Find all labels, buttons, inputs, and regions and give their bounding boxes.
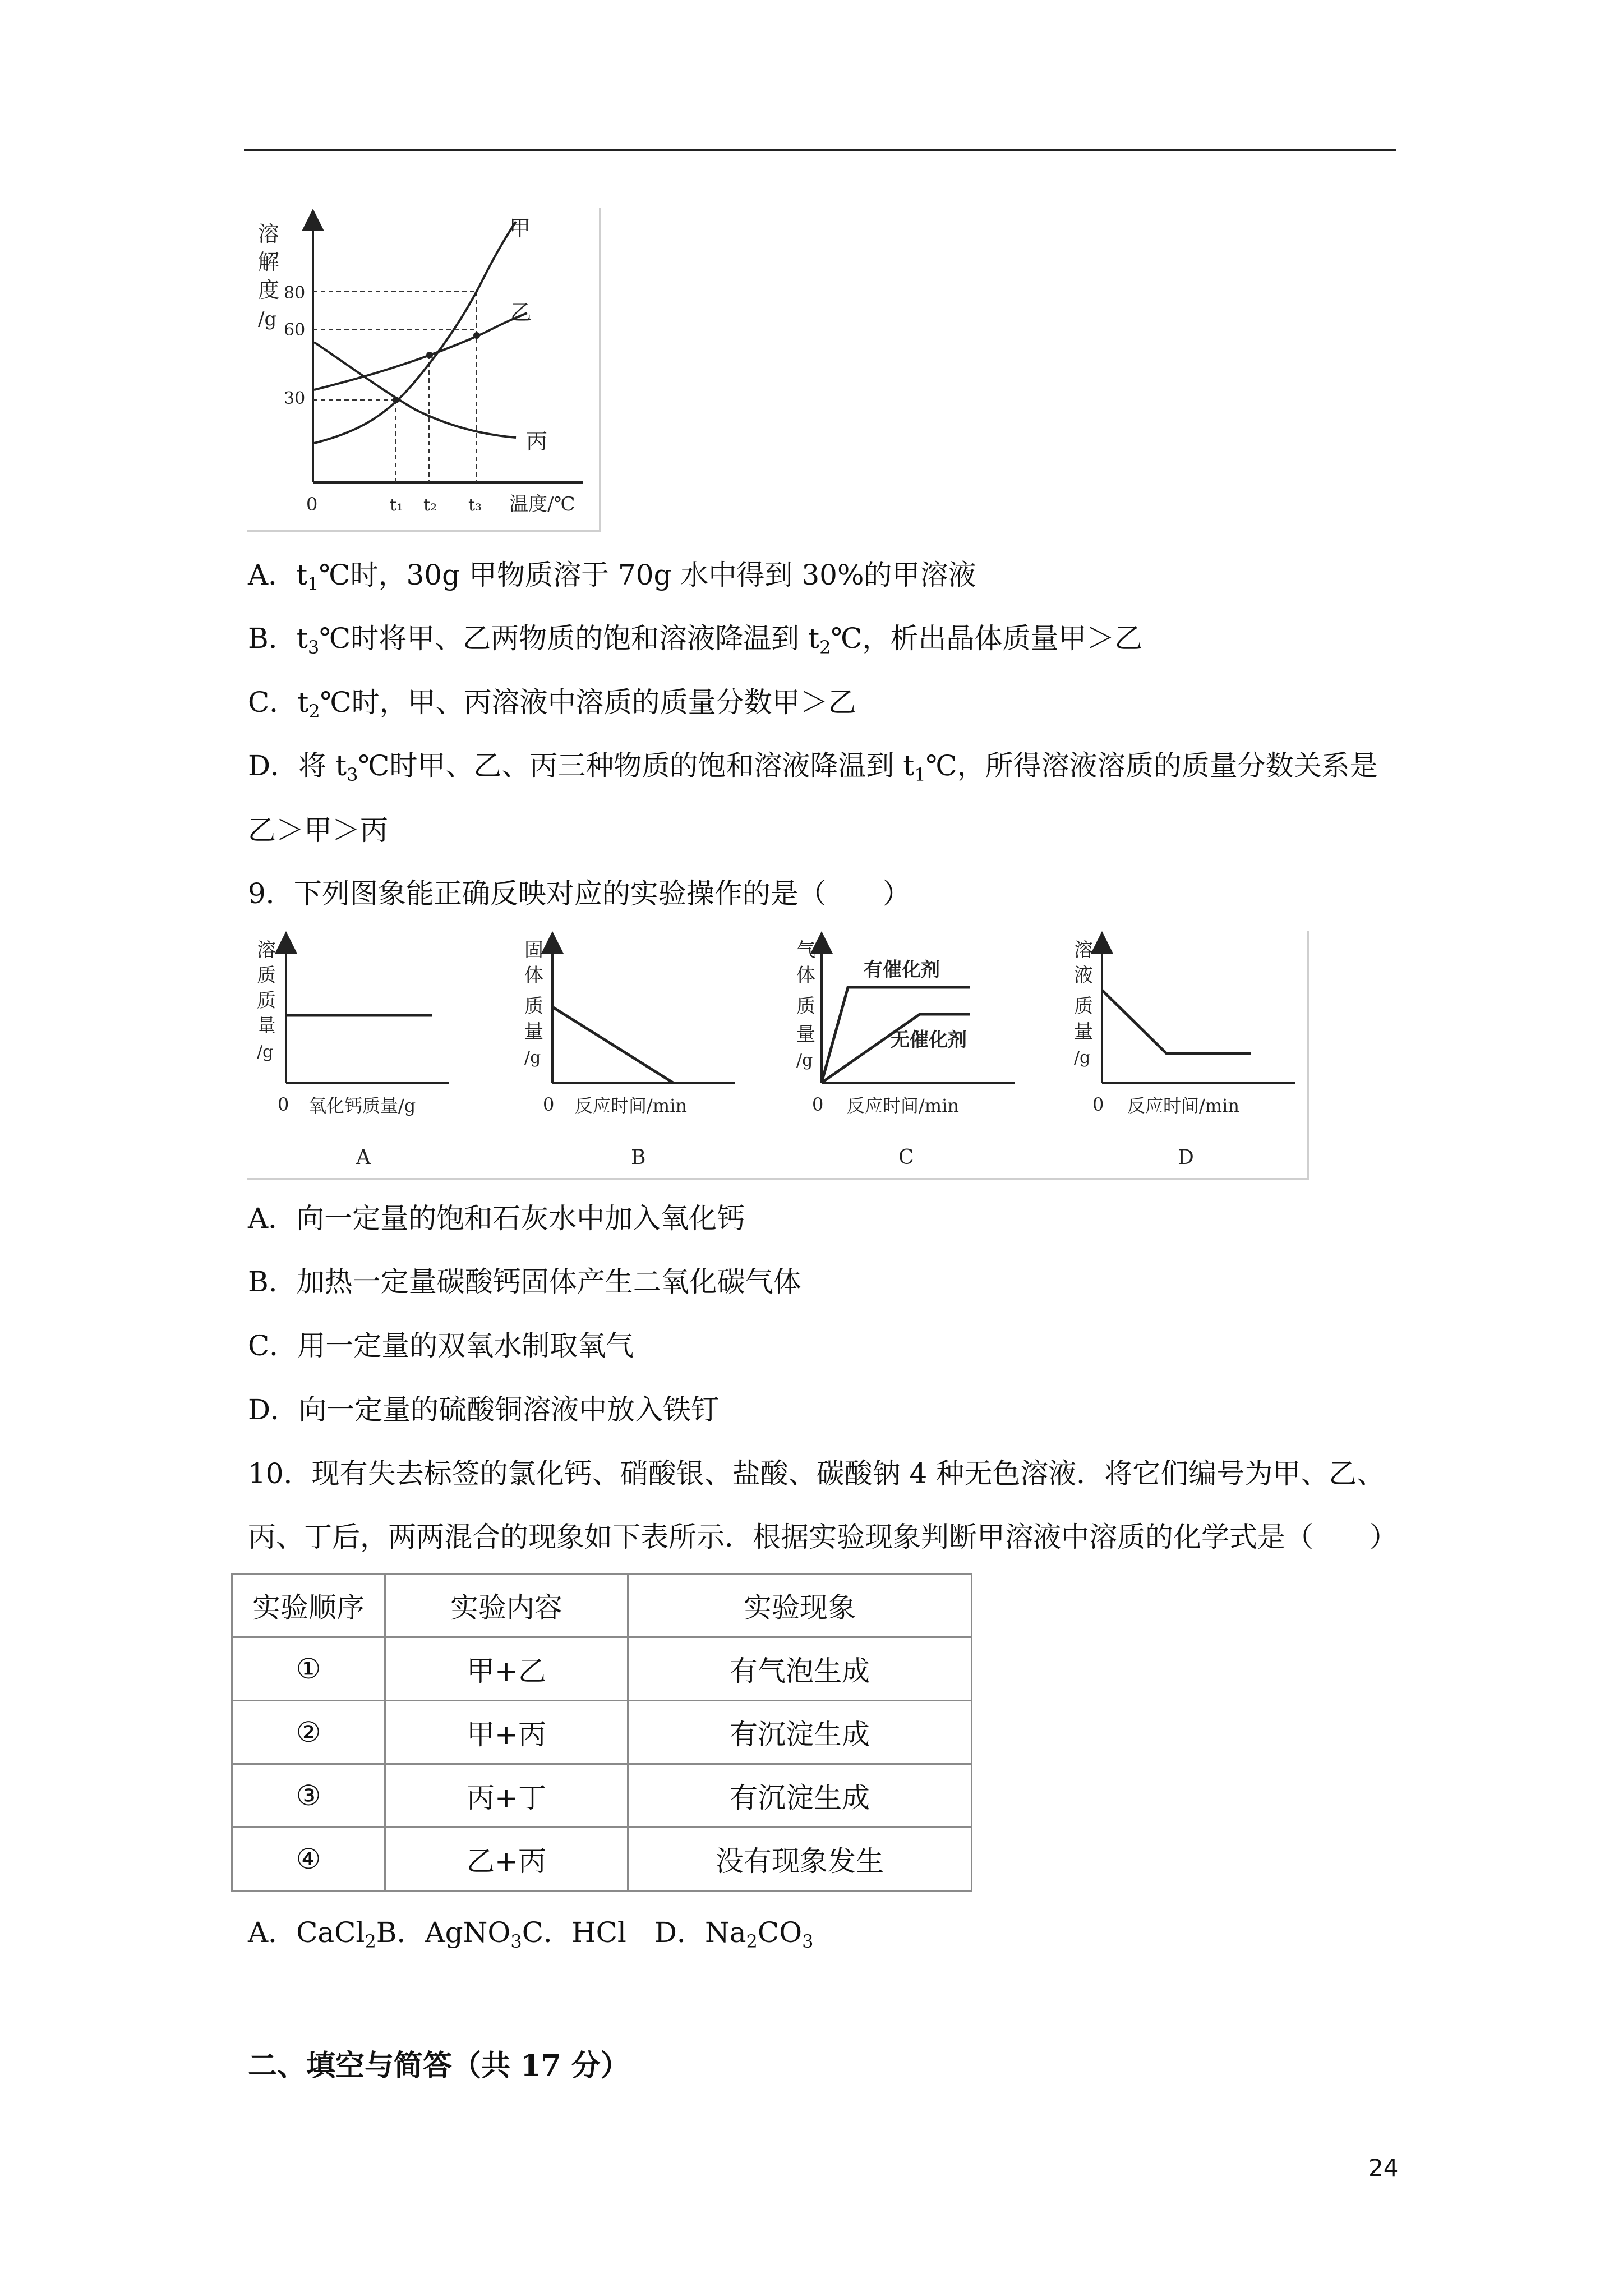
table-header-row xyxy=(232,1574,972,1637)
q10-options xyxy=(248,1913,814,1961)
graph-d-line xyxy=(1102,990,1251,1053)
table-cell: ④ xyxy=(232,1828,385,1891)
table-row xyxy=(232,1701,972,1764)
graph-b-line xyxy=(552,1007,673,1083)
y-tick-80: 80 xyxy=(284,283,306,303)
q8-b-text-2: ℃时将甲、乙两物质的饱和溶液降温到 t xyxy=(319,622,820,655)
q8-c-sub-1: 2 xyxy=(308,701,320,722)
graph-b-y-char-3: 质 xyxy=(524,995,543,1018)
curve-label-yi: 乙 xyxy=(510,300,532,325)
q8-option-c xyxy=(248,683,856,731)
graph-d-y-char-5: /g xyxy=(1074,1048,1091,1068)
q9-option-d: D．向一定量的硫酸铜溶液中放入铁钉 xyxy=(248,1393,720,1426)
q8-d-sub-2: 1 xyxy=(914,764,926,785)
x-axis-label: 温度/℃ xyxy=(509,493,575,516)
q8-a-sub-1: 1 xyxy=(307,573,319,595)
curve-bing xyxy=(314,342,516,438)
q9-option-a: A．向一定量的饱和石灰水中加入氧化钙 xyxy=(248,1202,745,1235)
q10-stem-line1: 10．现有失去标签的氯化钙、硝酸银、盐酸、碳酸钠 4 种无色溶液．将它们编号为甲、乙、 xyxy=(248,1457,1385,1490)
graph-d-letter: D xyxy=(1178,1146,1194,1169)
graph-b-letter: B xyxy=(631,1146,646,1169)
graph-b-y-char-4: 量 xyxy=(524,1020,543,1043)
curve-yi xyxy=(314,313,527,390)
graph-b-y-char-5: /g xyxy=(524,1048,541,1068)
table-header-cell: 实验顺序 xyxy=(232,1574,385,1637)
graph-b-y-char-2: 体 xyxy=(524,964,543,987)
header-rule xyxy=(244,149,1396,151)
table-row xyxy=(232,1828,972,1891)
table-cell: 甲+乙 xyxy=(385,1637,628,1701)
q10-option-d-sub-2: 3 xyxy=(802,1931,814,1952)
graph-a-y-char-2: 质 xyxy=(257,964,276,987)
q8-option-d-line2: 乙＞甲＞丙 xyxy=(248,814,388,846)
origin-label: 0 xyxy=(306,494,318,515)
experiment-table xyxy=(231,1573,972,1892)
table-cell: ② xyxy=(232,1701,385,1764)
graph-c xyxy=(796,939,1015,1169)
table-header-cell: 实验内容 xyxy=(385,1574,628,1637)
graph-c-label-catalyst: 有催化剂 xyxy=(864,959,940,981)
q10-option-b-sub: 3 xyxy=(510,1931,522,1952)
graph-d-y-char-4: 量 xyxy=(1074,1020,1093,1043)
q10-option-b: B．AgNO xyxy=(376,1916,511,1949)
graph-a-origin: 0 xyxy=(278,1094,289,1115)
graph-b-origin: 0 xyxy=(543,1094,555,1115)
guide-lines xyxy=(313,292,477,482)
graph-a-letter: A xyxy=(356,1146,371,1169)
graph-d-x-label: 反应时间/min xyxy=(1127,1095,1239,1116)
table-header-cell: 实验现象 xyxy=(628,1574,972,1637)
q8-d-text-1: D．将 t xyxy=(248,749,347,782)
q10-option-c-d: C．HCl D．Na xyxy=(522,1916,746,1949)
q8-option-a xyxy=(248,555,976,604)
table-cell: ③ xyxy=(232,1764,385,1828)
section-title: 二、填空与简答（共 17 分） xyxy=(248,2049,630,2083)
graph-d-y-char-2: 液 xyxy=(1074,964,1093,987)
q8-b-sub-2: 2 xyxy=(819,637,831,658)
y-label-char-2: 解 xyxy=(258,250,280,274)
graph-c-y-char-5: /g xyxy=(796,1051,813,1070)
table-cell: 有沉淀生成 xyxy=(628,1764,972,1828)
y-label-char-3: 度 xyxy=(258,278,280,302)
q10-stem-line2: 丙、丁后，两两混合的现象如下表所示．根据实验现象判断甲溶液中溶质的化学式是（ ） xyxy=(248,1521,1398,1553)
graph-c-y-char-3: 质 xyxy=(796,995,815,1018)
x-tick-t2: t₂ xyxy=(423,495,437,515)
q9-graphs xyxy=(247,931,1309,1180)
graph-d-y-char-1: 溶 xyxy=(1074,939,1093,961)
q8-b-sub-1: 3 xyxy=(307,637,320,658)
q8-a-text-2: ℃时，30g 甲物质溶于 70g 水中得到 30%的甲溶液 xyxy=(319,559,976,591)
graph-a-y-char-1: 溶 xyxy=(257,939,276,961)
graph-c-y-char-4: 量 xyxy=(796,1023,815,1046)
table-cell: ① xyxy=(232,1637,385,1701)
graph-c-letter: C xyxy=(898,1146,914,1169)
q10-option-d-text: CO xyxy=(757,1916,803,1949)
graph-c-label-no-catalyst: 无催化剂 xyxy=(891,1029,967,1051)
q8-b-text-1: B．t xyxy=(248,622,308,655)
graph-a-x-label: 氧化钙质量/g xyxy=(308,1095,416,1116)
curve-label-jia: 甲 xyxy=(509,216,531,241)
q8-option-b xyxy=(248,619,1142,667)
q8-d-sub-1: 3 xyxy=(347,764,358,785)
y-tick-30: 30 xyxy=(284,389,306,408)
q9-graphs-svg xyxy=(247,931,1307,1178)
table-cell: 乙+丙 xyxy=(385,1828,628,1891)
table-row xyxy=(232,1764,972,1828)
q9-stem: 9．下列图象能正确反映对应的实验操作的是（ ） xyxy=(248,877,911,910)
y-label-char-1: 溶 xyxy=(258,222,280,246)
graph-a-y-char-3: 质 xyxy=(257,990,276,1012)
q9-option-b: B．加热一定量碳酸钙固体产生二氧化碳气体 xyxy=(248,1266,801,1298)
table-cell: 没有现象发生 xyxy=(628,1828,972,1891)
graph-d xyxy=(1074,939,1295,1169)
graph-c-y-char-1: 气 xyxy=(796,939,815,961)
table-cell: 丙+丁 xyxy=(385,1764,628,1828)
solubility-chart xyxy=(247,208,601,532)
graph-b-y-char-1: 固 xyxy=(524,939,543,961)
graph-c-x-label: 反应时间/min xyxy=(847,1095,959,1116)
graph-d-y-char-3: 质 xyxy=(1074,995,1093,1018)
table-cell: 有气泡生成 xyxy=(628,1637,972,1701)
y-label-char-4: /g xyxy=(258,308,277,330)
q8-option-d xyxy=(248,746,1378,794)
intersection-t2 xyxy=(426,352,433,358)
curve-label-bing: 丙 xyxy=(526,429,548,454)
graph-c-y-char-2: 体 xyxy=(796,964,815,987)
point-t3-yi xyxy=(473,332,480,339)
x-tick-t1: t₁ xyxy=(390,495,404,515)
graph-a-y-char-4: 量 xyxy=(257,1015,276,1037)
table-cell: 甲+丙 xyxy=(385,1701,628,1764)
solubility-chart-svg xyxy=(247,208,599,530)
table-cell: 有沉淀生成 xyxy=(628,1701,972,1764)
graph-a-y-char-5: /g xyxy=(257,1042,274,1062)
q8-a-text-1: A．t xyxy=(248,559,308,591)
q8-b-text-3: ℃，析出晶体质量甲＞乙 xyxy=(831,622,1143,655)
intersection-t1 xyxy=(393,397,399,403)
q8-c-text-1: C．t xyxy=(248,686,309,719)
q10-option-a: A．CaCl xyxy=(248,1916,365,1949)
x-tick-t3: t₃ xyxy=(468,495,482,515)
q8-d-text-2: ℃时甲、乙、丙三种物质的饱和溶液降温到 t xyxy=(358,749,915,782)
graph-b xyxy=(524,939,735,1169)
q8-d-text-3: ℃，所得溶液溶质的质量分数关系是 xyxy=(925,749,1378,782)
graph-d-origin: 0 xyxy=(1092,1094,1104,1115)
q10-option-d-sub-1: 2 xyxy=(746,1931,758,1952)
y-tick-60: 60 xyxy=(284,320,306,340)
graph-b-x-label: 反应时间/min xyxy=(575,1095,687,1116)
graph-a xyxy=(257,939,449,1169)
page-number: 24 xyxy=(1368,2154,1399,2182)
q10-option-a-sub: 2 xyxy=(365,1931,376,1952)
table-row xyxy=(232,1637,972,1701)
q8-c-text-2: ℃时，甲、丙溶液中溶质的质量分数甲＞乙 xyxy=(320,686,856,719)
graph-c-origin: 0 xyxy=(812,1094,824,1115)
q9-option-c: C．用一定量的双氧水制取氧气 xyxy=(248,1329,634,1362)
